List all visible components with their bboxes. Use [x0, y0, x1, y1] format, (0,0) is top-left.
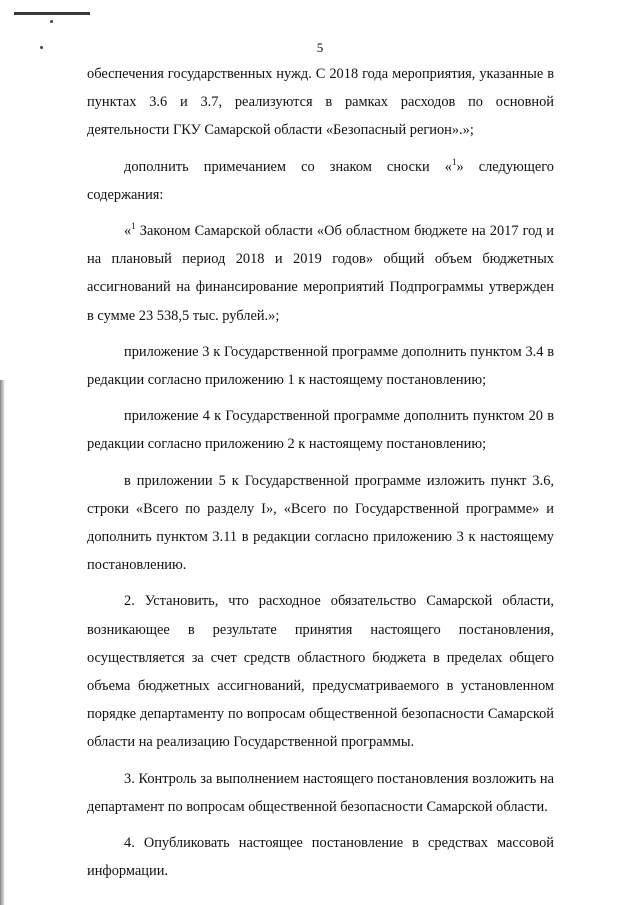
text-run: «	[124, 223, 132, 240]
text-run: » следующего содержания:	[87, 158, 554, 203]
paragraph-appendix-3: приложение 3 к Государственной программе дополнить пунктом 3.4 в редакции согласно приложению 1 к настоящему постановлению;	[87, 343, 554, 389]
paragraph-item-2: 2. Установить, что расходное обязательство Самарской области, возникающее в результате принятия настоящего постановления, осуществляется за счет средств областного бюджета в пределах общего объема бюджетных ассигнований, предусматриваемого в установленном порядке департаменту по вопросам общественной безопасности Самарской области на реализацию Государственной программы.	[87, 593, 554, 751]
paragraph-footnote-instruction	[87, 153, 554, 209]
footnote-mark: 1	[131, 221, 136, 232]
page-number: 5	[316, 40, 324, 55]
paragraph-appendix-4: приложение 4 к Государственной программе дополнить пунктом 20 в редакции согласно приложению 2 к настоящему постановлению;	[87, 408, 554, 453]
text-run: Законом Самарской области «Об областном бюджете на 2017 год и на плановый период 2018 и 2019 годов» общий объем бюджетных ассигнований на финансирование мероприятий Подпрограммы утвержден в сумме 23 538,5 тыс. рублей.»;	[87, 223, 554, 324]
scan-edge-shadow	[0, 380, 5, 905]
footnote-mark: 1	[451, 156, 457, 167]
paragraph-footnote-text	[87, 217, 554, 330]
document-body	[87, 60, 554, 893]
paragraph-item-3: 3. Контроль за выполнением настоящего постановления возложить на департамент по вопросам общественной безопасности Самарской области.	[87, 770, 554, 815]
paragraph-item-4: 4. Опубликовать настоящее постановление в средствах массовой информации.	[87, 835, 554, 880]
scan-artifact-line	[14, 12, 90, 15]
paragraph-continuation: обеспечения государственных нужд. С 2018 года мероприятия, указанные в пунктах 3.6 и 3.7, реализуются в рамках расходов по основной деятельности ГКУ Самарской области «Безопасный регион».»;	[87, 66, 554, 139]
text-run: дополнить примечанием со знаком сноски «	[124, 158, 452, 175]
paragraph-appendix-5: в приложении 5 к Государственной программе изложить пункт 3.6, строки «Всего по разделу I», «Всего по Государственной программе» и дополнить пунктом 3.11 в редакции согласно приложению 3 к настоящему постановлению.	[87, 472, 554, 574]
scan-artifact-dot	[50, 20, 53, 23]
